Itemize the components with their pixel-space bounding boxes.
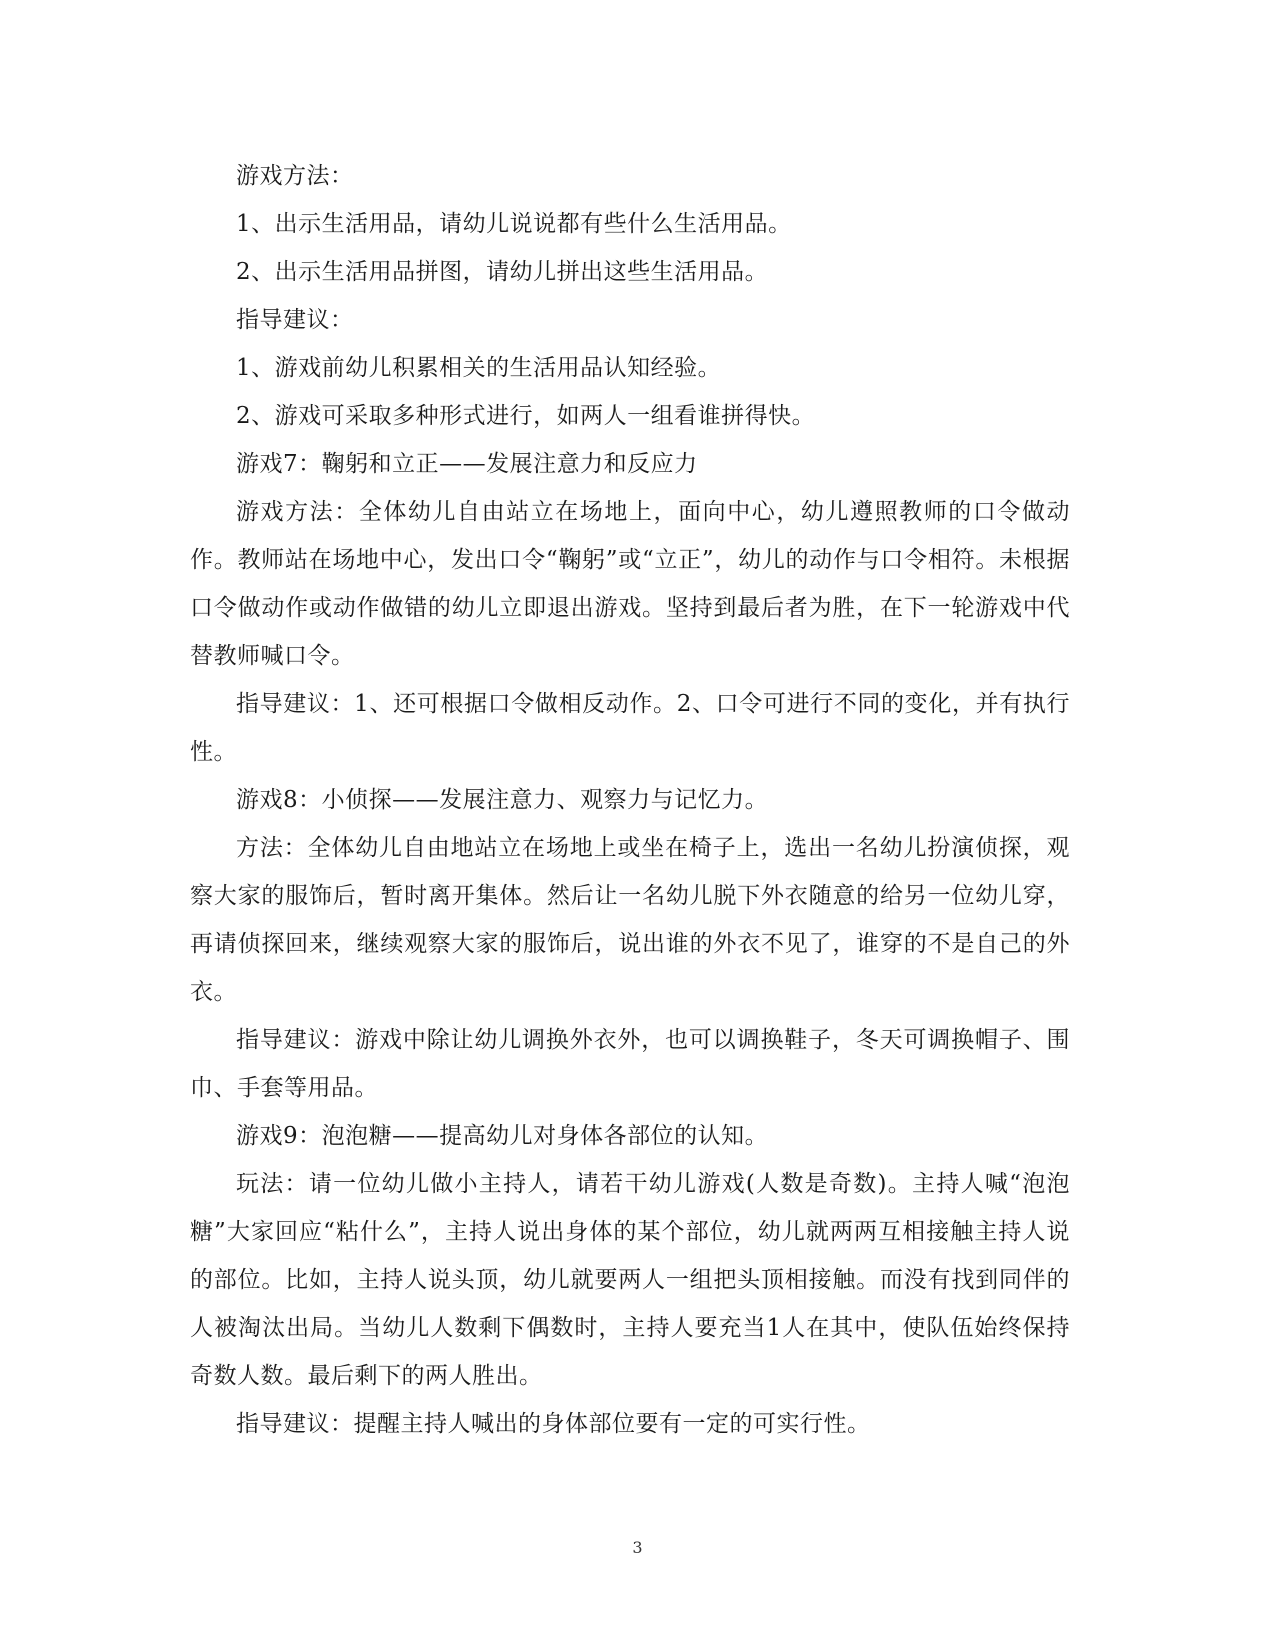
document-body bbox=[190, 152, 1070, 1448]
paragraph-method-step-1: 1、出示生活用品，请幼儿说说都有些什么生活用品。 bbox=[236, 211, 792, 237]
page-number: 3 bbox=[632, 1538, 643, 1557]
paragraph-game-method-heading: 游戏方法： bbox=[236, 163, 354, 189]
paragraph-guidance-step-2: 2、游戏可采取多种形式进行，如两人一组看谁拼得快。 bbox=[236, 403, 816, 429]
paragraph-method-step-2: 2、出示生活用品拼图，请幼儿拼出这些生活用品。 bbox=[236, 259, 769, 285]
paragraph-game-9-rules: 玩法：请一位幼儿做小主持人，请若干幼儿游戏(人数是奇数)。主持人喊“泡泡糖”大家回应“粘什么”，主持人说出身体的某个部位，幼儿就两两互相接触主持人说的部位。比如，主持人说头顶，幼儿就要两人一组把头顶相接触。而没有找到同伴的人被淘汰出局。当幼儿人数剩下偶数时，主持人要充当1人在其中，使队伍始终保持奇数人数。最后剩下的两人胜出。 bbox=[190, 1171, 1070, 1389]
paragraph-game-8-title: 游戏8：小侦探——发展注意力、观察力与记忆力。 bbox=[236, 787, 769, 813]
paragraph-game-7-title: 游戏7：鞠躬和立正——发展注意力和反应力 bbox=[236, 451, 698, 477]
paragraph-game-8-guidance: 指导建议：游戏中除让幼儿调换外衣外，也可以调换鞋子，冬天可调换帽子、围巾、手套等用品。 bbox=[190, 1027, 1070, 1101]
paragraph-game-9-title: 游戏9：泡泡糖——提高幼儿对身体各部位的认知。 bbox=[236, 1123, 769, 1149]
paragraph-game-7-method: 游戏方法：全体幼儿自由站立在场地上，面向中心，幼儿遵照教师的口令做动作。教师站在场地中心，发出口令“鞠躬”或“立正”，幼儿的动作与口令相符。未根据口令做动作或动作做错的幼儿立即退出游戏。坚持到最后者为胜，在下一轮游戏中代替教师喊口令。 bbox=[190, 499, 1070, 669]
paragraph-guidance-heading: 指导建议： bbox=[236, 307, 354, 333]
paragraph-guidance-step-1: 1、游戏前幼儿积累相关的生活用品认知经验。 bbox=[236, 355, 722, 381]
paragraph-game-7-guidance: 指导建议：1、还可根据口令做相反动作。2、口令可进行不同的变化，并有执行性。 bbox=[190, 691, 1070, 765]
paragraph-game-8-method: 方法：全体幼儿自由地站立在场地上或坐在椅子上，选出一名幼儿扮演侦探，观察大家的服饰后，暂时离开集体。然后让一名幼儿脱下外衣随意的给另一位幼儿穿，再请侦探回来，继续观察大家的服饰后，说出谁的外衣不见了，谁穿的不是自己的外衣。 bbox=[190, 835, 1070, 1005]
paragraph-game-9-guidance: 指导建议：提醒主持人喊出的身体部位要有一定的可实行性。 bbox=[236, 1411, 871, 1437]
